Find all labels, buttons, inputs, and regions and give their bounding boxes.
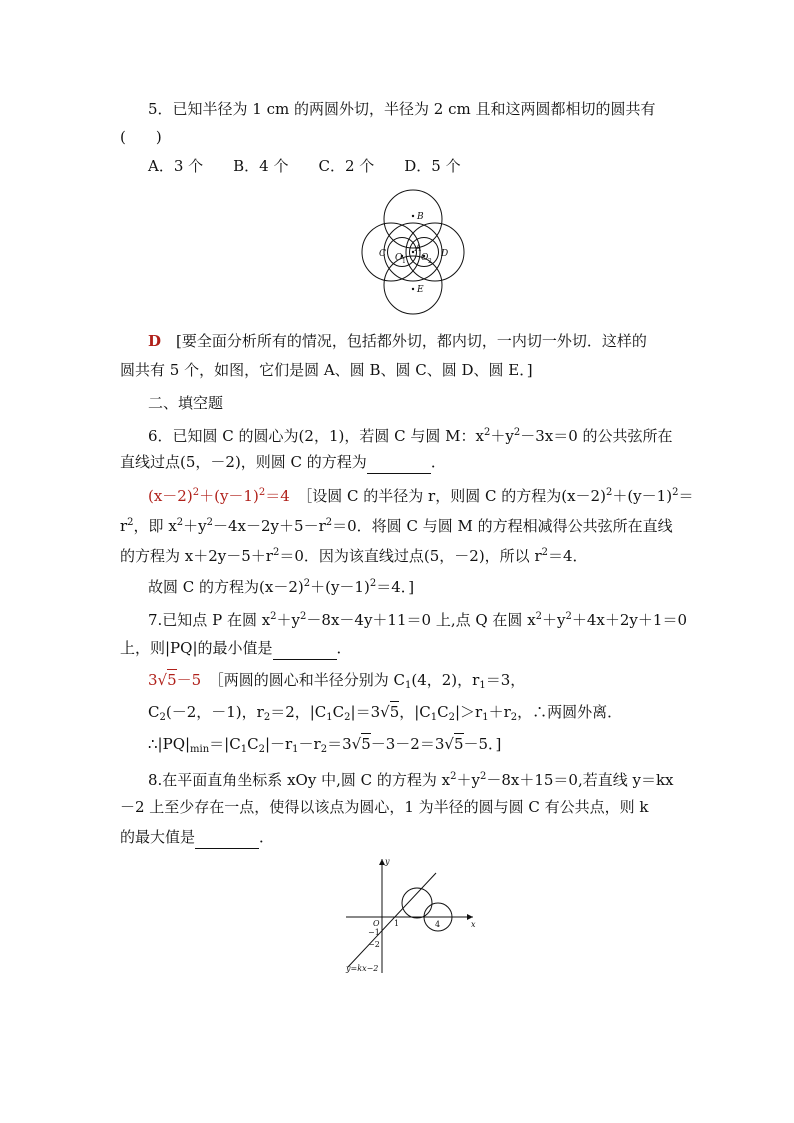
- q7-explanation-1: 3√5－5 ［两圆的圆心和半径分别为 $C_1(4$，2)，$r_1=3$，: [148, 671, 526, 691]
- label-x-axis: x: [471, 920, 476, 929]
- q6-stem-line-2: 直线过点(5，－2)，则圆 C 的方程为 ．: [120, 451, 680, 474]
- label-line: y=kx−2: [346, 964, 379, 973]
- q6-explanation-2: $r^2$，即 $x^2+y^2-4x-2y+5-r^2=0$．将圆 C 与圆 M 的方程相减得公共弦所在直线: [120, 517, 673, 535]
- line-y-kx-2: [348, 873, 436, 967]
- q5-stem-line-1: 5．已知半径为 1 cm 的两圆外切，半径为 2 cm 且和这两圆都相切的圆共有: [148, 100, 656, 118]
- answer-blank: [195, 826, 259, 849]
- circle-b: [384, 190, 442, 248]
- label-o1: O: [395, 253, 403, 263]
- label-c: C: [379, 249, 386, 259]
- label-four: 4: [435, 920, 441, 929]
- label-minus-two: −2: [368, 940, 380, 949]
- circle-c: [362, 223, 420, 281]
- q5-explanation-1: D [要全面分析所有的情况，包括都外切，都内切，一内切一外切．这样的: [148, 332, 647, 350]
- answer-blank: [367, 451, 431, 474]
- q8-stem-line-2: －2 上至少存在一点，使得以该点为圆心，1 为半径的圆与圆 C 有公共点，则 k: [120, 798, 649, 816]
- q8-stem-line-3: 的最大值是 ．: [120, 826, 680, 849]
- q5-stem-line-2: ( ): [120, 128, 162, 146]
- q7-stem-line-2: 上，则|PQ|的最小值是 ．: [120, 637, 680, 660]
- q7-answer: 3√5－5: [148, 671, 202, 689]
- label-o1-sub: 1: [402, 258, 406, 265]
- circle-p: [402, 888, 432, 918]
- q5-figure: [355, 188, 475, 316]
- label-a: A: [415, 244, 422, 254]
- answer-blank: [273, 637, 337, 660]
- q7-explanation-2: $C_2(-2$，－1)，$r_2=2$，$|C_1C_2|=3√5$，$|C_1C_2|>r_1+r_2$，∴两圆外离．: [148, 703, 623, 723]
- q6-stem-line-1: 6．已知圆 C 的圆心为(2，1)，若圆 C 与圆 M：$x^2+y^2-3x=0$ 的公共弦所在: [148, 427, 673, 445]
- q6-explanation-1: $(x-2)^2+(y-1)^2=4$ ［设圆 C 的半径为 r，则圆 C 的方程为$(x-2)^2+(y-1)^2=$: [148, 487, 694, 505]
- label-origin: O: [373, 919, 380, 928]
- q6-explanation-3: 的方程为 $x+2y-5+r^2=0$．因为该直线过点(5，－2)，所以 $r^2=4$．: [120, 547, 588, 565]
- q6-answer: $(x-2)^2+(y-1)^2=4$: [148, 487, 290, 505]
- label-e: E: [417, 285, 424, 295]
- circle-e: [384, 256, 442, 314]
- q5-answer: D: [148, 332, 162, 350]
- label-minus-one: −1: [368, 928, 380, 937]
- label-d: D: [441, 249, 449, 259]
- label-one: 1: [394, 919, 400, 928]
- label-o2: O: [421, 253, 429, 263]
- section-title: 二、填空题: [148, 394, 224, 412]
- q7-explanation-3: $\therefore|PQ|_{min}=|C_1C_2|-r_1-r_2=3√5-3-2=3√5-5$．]: [148, 735, 502, 755]
- q6-explanation-4: 故圆 C 的方程为$(x-2)^2+(y-1)^2=4$．]: [148, 578, 415, 596]
- label-b: B: [417, 212, 424, 222]
- q8-figure: [340, 855, 485, 977]
- q7-stem-line-1: 7.已知点 P 在圆 $x^2+y^2-8x-4y+11=0$ 上,点 Q 在圆 $x^2+y^2+4x+2y+1=0$: [148, 611, 687, 629]
- q8-stem-line-1: 8.在平面直角坐标系 xOy 中,圆 C 的方程为 $x^2+y^2-8x+15=0$,若直线 y＝kx: [148, 771, 674, 789]
- label-y-axis: y: [385, 857, 390, 866]
- q5-explanation-2: 圆共有 5 个，如图，它们是圆 A、圆 B、圆 C、圆 D、圆 E．]: [120, 361, 533, 379]
- q5-options: A．3 个 B．4 个 C．2 个 D．5 个: [148, 157, 461, 175]
- label-o2-sub: 2: [428, 258, 432, 265]
